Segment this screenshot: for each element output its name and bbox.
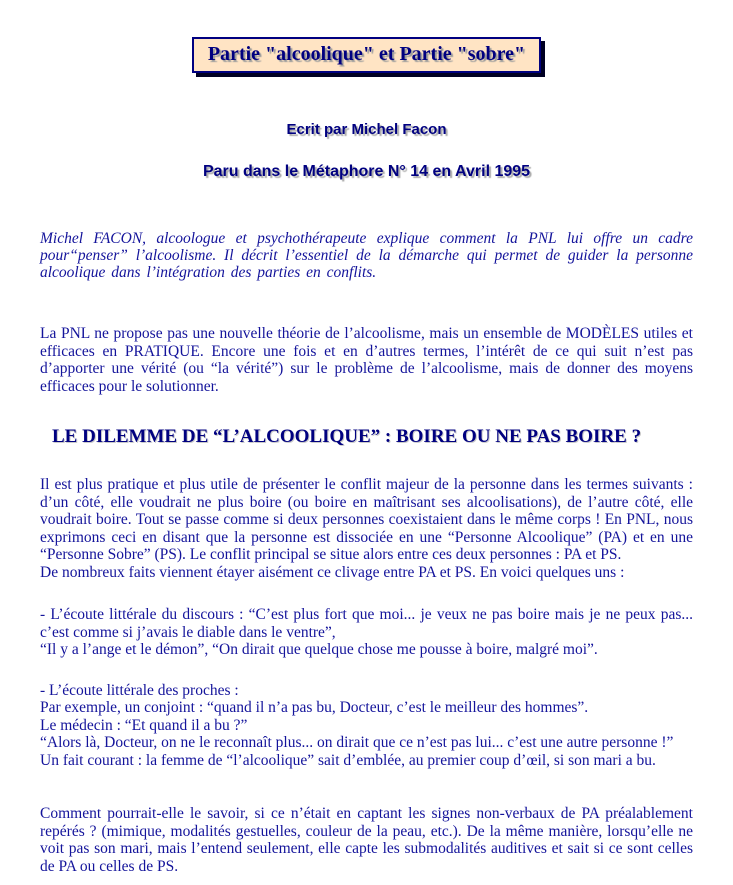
intro-abstract-paragraph: Michel FACON, alcoologue et psychothérapeute explique comment la PNL lui offre un cadre pour“penser” l’alcoolisme. Il décrit l’essentiel de la démarche qui permet de guider la personne alcoolique dans l’intégration des parties en conflits. xyxy=(40,230,693,281)
conflict-paragraph xyxy=(40,476,693,581)
byline-author: Ecrit par Michel Facon xyxy=(286,121,447,138)
conflict-followup-text: De nombreux faits viennent étayer aisément ce clivage entre PA et PS. En voici quelques uns : xyxy=(40,563,625,581)
discourse-listening-block xyxy=(40,606,693,659)
proches-line: Par exemple, un conjoint : “quand il n’a pas bu, Docteur, c’est le meilleur des hommes”. xyxy=(40,699,589,716)
closing-paragraph: Comment pourrait-elle le savoir, si ce n’était en captant les signes non-verbaux de PA préalablement repérés ? (mimique, modalités gestuelles, couleur de la peau, etc.). De la même manière, lorsqu’elle ne voit pas son mari, mais l’entend seulement, elle capte les submodalités auditives et sait si ce sont celles de PA ou celles de PS. xyxy=(40,805,693,875)
proches-line: Le médecin : “Et quand il a bu ?” xyxy=(40,716,248,734)
opening-paragraph: La PNL ne propose pas une nouvelle théorie de l’alcoolisme, mais un ensemble de MODÈLES utiles et efficaces en PRATIQUE. Encore une fois et en d’autres termes, l’intérêt de ce qui suit n’est pas d’apporter une vérité (ou “la vérité”) sur le problème de l’alcoolisme, mais de donner des moyens efficaces pour le solutionner. xyxy=(40,325,693,395)
byline-publication: Paru dans le Métaphore N° 14 en Avril 1995 xyxy=(202,163,531,180)
section-heading-dilemma: LE DILEMME DE “L’ALCOOLIQUE” : BOIRE OU NE PAS BOIRE ? xyxy=(52,426,642,447)
article-title-banner: Partie "alcoolique" et Partie "sobre" xyxy=(192,37,541,73)
proches-line: - L’écoute littérale des proches : xyxy=(40,681,239,699)
conflict-main-text: Il est plus pratique et plus utile de présenter le conflit majeur de la personne dans les termes suivants : d’un côté, elle voudrait ne plus boire (ou boire en maîtrisant ses alcoolisations), de l’autre côté, elle voudrait boire. Tout se passe comme si deux personnes coexistaient dans le même corps ! En PNL, nous exprimons ceci en disant que la personne est dissociée en une “Personne Alcoolique” (PA) et en une “Personne Sobre” (PS). Le conflit principal se situe alors entre ces deux personnes : PA et PS. xyxy=(40,476,693,563)
proches-line: “Alors là, Docteur, on ne le reconnaît plus... on dirait que ce n’est pas lui... c’est une autre personne !” xyxy=(40,734,674,751)
banner-container xyxy=(0,0,733,73)
proches-line: Un fait courant : la femme de “l’alcoolique” sait d’emblée, au premier coup d’œil, si son mari a bu. xyxy=(40,751,656,769)
relatives-listening-block xyxy=(40,682,693,770)
discourse-line: - L’écoute littérale du discours : “C’est plus fort que moi... je veux ne pas boire mais je ne peux pas... c’est comme si j’avais le diable dans le ventre”, xyxy=(40,606,693,641)
discourse-line: “Il y a l’ange et le démon”, “On dirait que quelque chose me pousse à boire, malgré moi”. xyxy=(40,641,598,658)
